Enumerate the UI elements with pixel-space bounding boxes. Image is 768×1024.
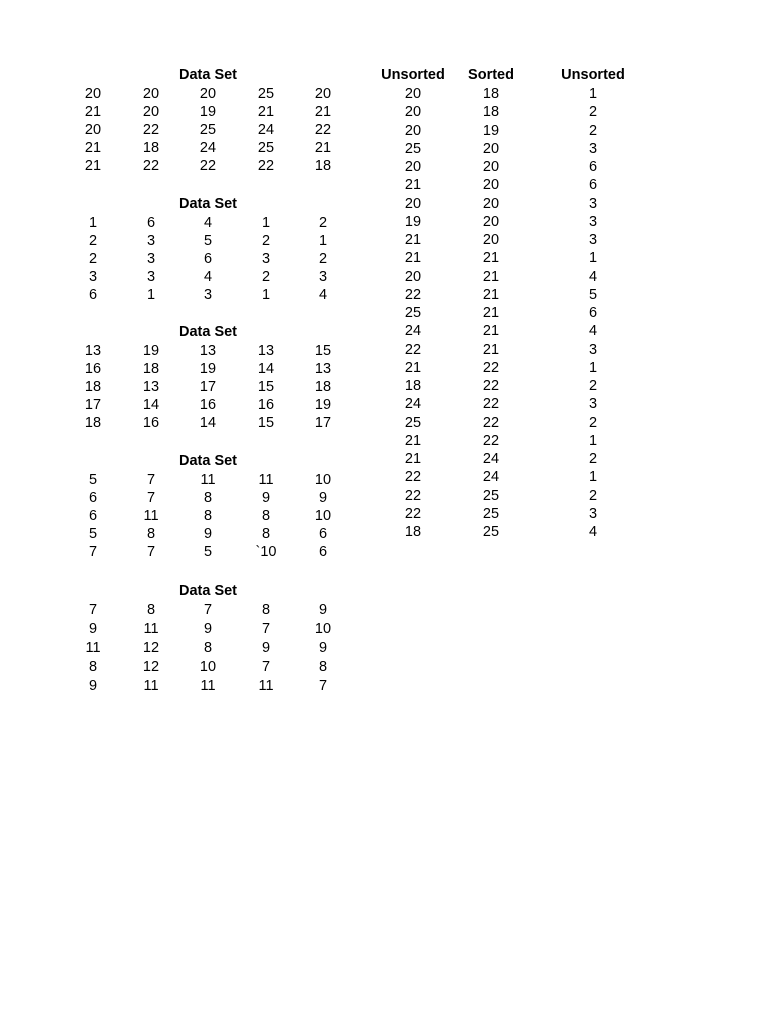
data-cell: 2	[318, 251, 328, 267]
data-cell: 9	[203, 621, 213, 637]
data-cell: 7	[88, 544, 98, 560]
column-cell: 4	[588, 524, 598, 540]
column-cell: 22	[404, 487, 422, 504]
data-cell: 1	[261, 215, 271, 231]
column-header: Unsorted	[381, 67, 445, 83]
data-cell: 11	[143, 621, 159, 637]
data-cell: 20	[84, 122, 102, 138]
column-cell: 20	[482, 213, 500, 230]
column-cell: 20	[404, 104, 422, 121]
data-cell: 16	[84, 361, 102, 377]
data-cell: 16	[199, 397, 217, 413]
data-cell: 9	[261, 640, 271, 656]
column-cell: 20	[482, 195, 500, 212]
column-cell: 20	[482, 177, 500, 194]
data-set-header: Data Set	[178, 67, 238, 83]
column-cell: 21	[482, 341, 500, 358]
data-cell: 13	[142, 379, 160, 395]
data-cell: 17	[199, 379, 217, 395]
column-cell: 1	[588, 432, 598, 449]
data-cell: 18	[84, 415, 102, 431]
data-cell: 3	[146, 269, 156, 285]
column-cell: 22	[404, 286, 422, 303]
column-cell: 1	[588, 469, 598, 486]
column-cell: 20	[482, 232, 500, 248]
data-cell: 9	[318, 602, 328, 618]
column-cell: 21	[482, 305, 500, 321]
column-cell: 25	[482, 524, 500, 540]
column-cell: 3	[588, 505, 598, 522]
column-header: Sorted	[468, 67, 514, 83]
data-cell: 15	[257, 379, 275, 395]
column-cell: 21	[482, 323, 500, 340]
data-cell: 6	[88, 490, 98, 506]
data-cell: 13	[199, 343, 217, 359]
data-cell: 9	[203, 526, 213, 542]
data-cell: 11	[200, 472, 216, 488]
data-cell: 14	[142, 397, 160, 413]
data-cell: 6	[88, 508, 98, 524]
data-cell: 16	[142, 415, 160, 431]
column-header: Unsorted	[561, 67, 625, 83]
data-cell: 7	[146, 544, 156, 560]
column-cell: 2	[588, 487, 598, 504]
data-cell: 14	[257, 361, 275, 377]
column-cell: 2	[588, 451, 598, 467]
column-cell: 20	[404, 122, 422, 139]
data-cell: 2	[88, 233, 98, 249]
data-cell: 8	[261, 602, 271, 618]
data-cell: 21	[84, 158, 102, 174]
column-cell: 24	[482, 451, 500, 467]
column-cell: 21	[482, 286, 500, 303]
column-cell: 20	[404, 86, 422, 102]
data-cell: 22	[257, 158, 275, 174]
column-cell: 22	[404, 469, 422, 486]
data-cell: 12	[142, 659, 160, 675]
data-cell: 6	[88, 287, 98, 303]
data-cell: 10	[314, 508, 332, 524]
data-cell: 13	[314, 361, 332, 377]
data-cell: 21	[314, 104, 332, 120]
column-cell: 19	[404, 213, 422, 230]
data-cell: 5	[203, 544, 213, 560]
data-cell: 7	[261, 621, 271, 637]
data-set-header: Data Set	[178, 324, 238, 340]
data-cell: 1	[261, 287, 271, 303]
data-cell: 22	[142, 158, 160, 174]
data-cell: 11	[85, 640, 101, 656]
data-cell: 1	[88, 215, 98, 231]
data-cell: 6	[203, 251, 213, 267]
column-cell: 1	[588, 86, 598, 102]
data-cell: 5	[203, 233, 213, 249]
column-cell: 20	[404, 268, 422, 285]
data-cell: 3	[203, 287, 213, 303]
data-cell: 3	[318, 269, 328, 285]
data-cell: 4	[203, 215, 213, 231]
data-set-header: Data Set	[178, 583, 238, 599]
column-cell: 3	[588, 232, 598, 248]
column-cell: 1	[588, 250, 598, 267]
column-cell: 6	[588, 177, 598, 194]
column-cell: 2	[588, 104, 598, 121]
data-cell: 9	[318, 490, 328, 506]
data-cell: 12	[142, 640, 160, 656]
data-cell: 20	[142, 104, 160, 120]
data-cell: `10	[255, 544, 277, 560]
data-cell: 11	[143, 508, 159, 524]
column-cell: 3	[588, 140, 598, 157]
data-cell: 21	[314, 140, 332, 156]
data-cell: 18	[142, 140, 160, 156]
column-cell: 1	[588, 359, 598, 376]
column-cell: 21	[404, 177, 422, 194]
data-set-header: Data Set	[178, 196, 238, 212]
data-cell: 15	[314, 343, 332, 359]
data-cell: 2	[88, 251, 98, 267]
data-cell: 21	[84, 140, 102, 156]
column-cell: 6	[588, 159, 598, 175]
data-cell: 2	[261, 269, 271, 285]
column-cell: 21	[404, 451, 422, 467]
data-cell: 20	[199, 86, 217, 102]
data-cell: 18	[84, 379, 102, 395]
column-cell: 4	[588, 268, 598, 285]
data-cell: 25	[257, 140, 275, 156]
data-set-header: Data Set	[178, 453, 238, 469]
data-cell: 4	[318, 287, 328, 303]
column-cell: 2	[588, 414, 598, 431]
data-cell: 8	[203, 508, 213, 524]
column-cell: 3	[588, 195, 598, 212]
column-cell: 21	[404, 359, 422, 376]
data-cell: 19	[199, 361, 217, 377]
data-cell: 3	[146, 251, 156, 267]
data-cell: 20	[314, 86, 332, 102]
column-cell: 22	[404, 341, 422, 358]
column-cell: 25	[404, 414, 422, 431]
data-cell: 5	[88, 526, 98, 542]
data-cell: 9	[88, 678, 98, 694]
column-cell: 25	[482, 487, 500, 504]
column-cell: 21	[482, 268, 500, 285]
column-cell: 3	[588, 341, 598, 358]
column-cell: 22	[482, 432, 500, 449]
data-cell: 4	[203, 269, 213, 285]
data-cell: 7	[261, 659, 271, 675]
column-cell: 3	[588, 213, 598, 230]
column-cell: 21	[404, 432, 422, 449]
data-cell: 6	[318, 526, 328, 542]
data-cell: 6	[318, 544, 328, 560]
data-cell: 8	[318, 659, 328, 675]
column-cell: 20	[404, 159, 422, 175]
data-cell: 24	[199, 140, 217, 156]
column-cell: 18	[404, 524, 422, 540]
data-cell: 8	[88, 659, 98, 675]
data-cell: 10	[314, 472, 332, 488]
column-cell: 22	[482, 359, 500, 376]
column-cell: 18	[482, 86, 500, 102]
data-cell: 25	[199, 122, 217, 138]
column-cell: 20	[404, 195, 422, 212]
column-cell: 21	[482, 250, 500, 267]
data-cell: 25	[257, 86, 275, 102]
data-cell: 3	[146, 233, 156, 249]
column-cell: 2	[588, 378, 598, 394]
column-cell: 24	[482, 469, 500, 486]
data-cell: 8	[203, 490, 213, 506]
column-cell: 22	[482, 378, 500, 394]
data-cell: 3	[88, 269, 98, 285]
data-cell: 13	[84, 343, 102, 359]
data-cell: 11	[258, 472, 274, 488]
column-cell: 2	[588, 122, 598, 139]
data-cell: 7	[203, 602, 213, 618]
data-cell: 16	[257, 397, 275, 413]
data-cell: 22	[314, 122, 332, 138]
data-cell: 11	[258, 678, 274, 694]
column-cell: 4	[588, 323, 598, 340]
data-cell: 11	[200, 678, 216, 694]
data-cell: 19	[314, 397, 332, 413]
data-cell: 17	[314, 415, 332, 431]
data-cell: 11	[143, 678, 159, 694]
column-cell: 25	[404, 140, 422, 157]
column-cell: 22	[482, 396, 500, 413]
data-cell: 22	[199, 158, 217, 174]
data-cell: 19	[142, 343, 160, 359]
data-cell: 7	[88, 602, 98, 618]
data-cell: 8	[146, 526, 156, 542]
data-cell: 22	[142, 122, 160, 138]
column-cell: 25	[404, 305, 422, 321]
data-cell: 7	[318, 678, 328, 694]
column-cell: 21	[404, 232, 422, 248]
data-cell: 7	[146, 472, 156, 488]
column-cell: 25	[482, 505, 500, 522]
data-cell: 3	[261, 251, 271, 267]
column-cell: 19	[482, 122, 500, 139]
column-cell: 18	[482, 104, 500, 121]
data-cell: 24	[257, 122, 275, 138]
data-cell: 13	[257, 343, 275, 359]
data-cell: 9	[318, 640, 328, 656]
column-cell: 3	[588, 396, 598, 413]
data-cell: 18	[314, 379, 332, 395]
data-cell: 20	[84, 86, 102, 102]
column-cell: 18	[404, 378, 422, 394]
data-cell: 21	[257, 104, 275, 120]
column-cell: 21	[404, 250, 422, 267]
column-cell: 5	[588, 286, 598, 303]
data-cell: 8	[261, 526, 271, 542]
data-cell: 2	[318, 215, 328, 231]
column-cell: 20	[482, 159, 500, 175]
column-cell: 6	[588, 305, 598, 321]
data-cell: 15	[257, 415, 275, 431]
column-cell: 24	[404, 396, 422, 413]
column-cell: 24	[404, 323, 422, 340]
data-cell: 10	[199, 659, 217, 675]
data-cell: 7	[146, 490, 156, 506]
column-cell: 22	[404, 505, 422, 522]
column-cell: 22	[482, 414, 500, 431]
data-cell: 1	[318, 233, 328, 249]
data-cell: 6	[146, 215, 156, 231]
data-cell: 10	[314, 621, 332, 637]
data-cell: 18	[142, 361, 160, 377]
data-cell: 2	[261, 233, 271, 249]
data-cell: 21	[84, 104, 102, 120]
data-cell: 8	[146, 602, 156, 618]
data-cell: 17	[84, 397, 102, 413]
data-cell: 9	[88, 621, 98, 637]
data-cell: 8	[261, 508, 271, 524]
data-cell: 18	[314, 158, 332, 174]
data-cell: 14	[199, 415, 217, 431]
data-cell: 20	[142, 86, 160, 102]
data-cell: 5	[88, 472, 98, 488]
column-cell: 20	[482, 140, 500, 157]
data-cell: 19	[199, 104, 217, 120]
data-cell: 8	[203, 640, 213, 656]
data-cell: 9	[261, 490, 271, 506]
data-cell: 1	[146, 287, 156, 303]
